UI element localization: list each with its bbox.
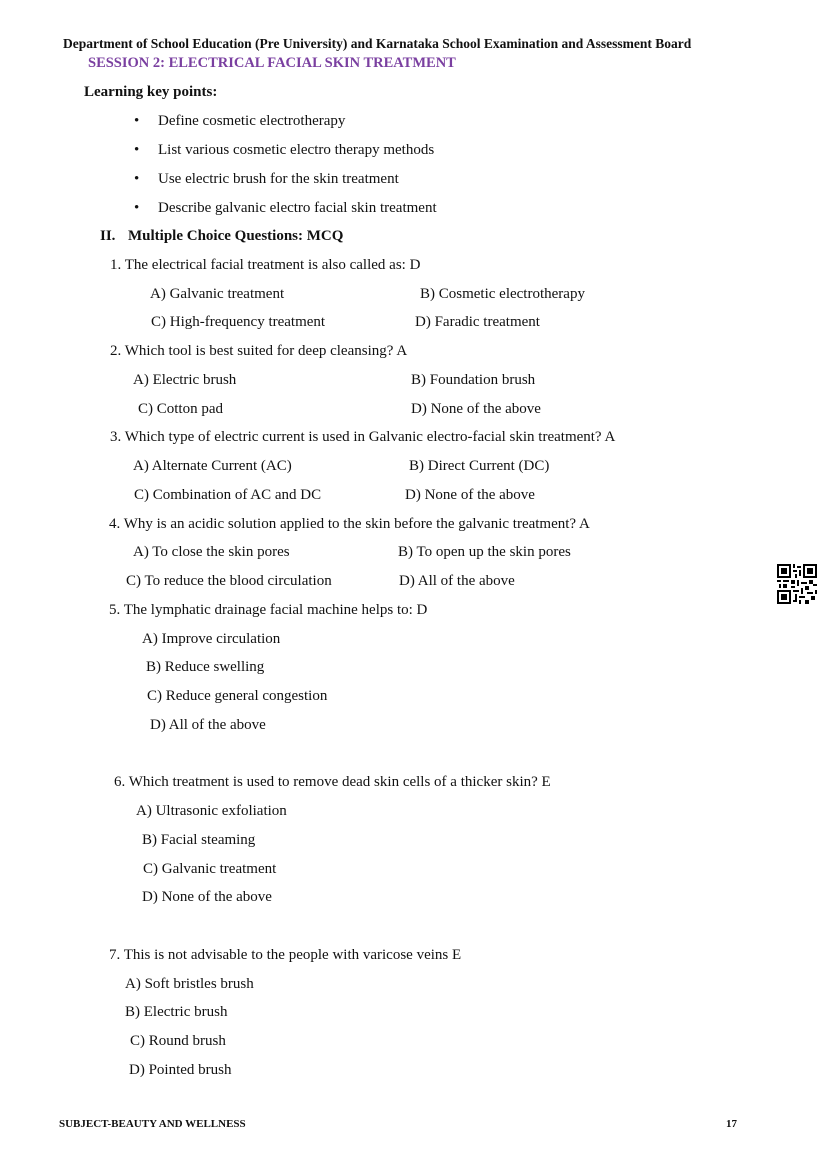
session-title: SESSION 2: ELECTRICAL FACIAL SKIN TREATMENT: [88, 55, 456, 71]
option: D) Pointed brush: [129, 1062, 232, 1078]
qr-code-icon[interactable]: [777, 564, 817, 604]
option: A) Ultrasonic exfoliation: [136, 803, 287, 819]
learning-heading: Learning key points:: [84, 84, 218, 100]
mcq-number: II.: [100, 228, 116, 244]
footer-subject: SUBJECT-BEAUTY AND WELLNESS: [59, 1118, 246, 1130]
option: A) Electric brush: [133, 372, 237, 388]
question: 3. Which type of electric current is used in Galvanic electro-facial skin treatment? A: [110, 429, 616, 445]
option: D) All of the above: [150, 717, 266, 733]
option: C) High-frequency treatment: [151, 314, 326, 330]
option: B) Direct Current (DC): [409, 458, 550, 474]
option: D) None of the above: [142, 889, 272, 905]
option: B) To open up the skin pores: [398, 544, 571, 560]
option: B) Electric brush: [125, 1004, 228, 1020]
header-title: Department of School Education (Pre University) and Karnataka School Examination and Assessment Board: [63, 36, 692, 51]
bullet-icon: •: [134, 113, 140, 129]
option: B) Cosmetic electrotherapy: [420, 286, 585, 302]
mcq-heading: Multiple Choice Questions: MCQ: [128, 228, 344, 244]
option: D) None of the above: [411, 401, 541, 417]
option: A) Alternate Current (AC): [133, 458, 292, 474]
option: A) Galvanic treatment: [150, 286, 285, 302]
question: 2. Which tool is best suited for deep cleansing? A: [110, 343, 408, 359]
question: 1. The electrical facial treatment is also called as: D: [110, 257, 421, 273]
option: D) None of the above: [405, 487, 535, 503]
option: C) Cotton pad: [138, 401, 223, 417]
learning-point: Describe galvanic electro facial skin treatment: [158, 200, 437, 216]
question: 4. Why is an acidic solution applied to the skin before the galvanic treatment? A: [109, 516, 590, 532]
question: 7. This is not advisable to the people with varicose veins E: [109, 947, 462, 963]
option: C) Reduce general congestion: [147, 688, 328, 704]
bullet-icon: •: [134, 142, 140, 158]
option: B) Foundation brush: [411, 372, 536, 388]
option: D) All of the above: [399, 573, 515, 589]
option: A) Improve circulation: [142, 631, 281, 647]
learning-point: List various cosmetic electro therapy methods: [158, 142, 435, 158]
question: 6. Which treatment is used to remove dead skin cells of a thicker skin? E: [114, 774, 551, 790]
option: A) To close the skin pores: [133, 544, 290, 560]
option: A) Soft bristles brush: [125, 976, 254, 992]
option: C) Galvanic treatment: [143, 861, 277, 877]
option: B) Reduce swelling: [146, 659, 265, 675]
bullet-icon: •: [134, 171, 140, 187]
question: 5. The lymphatic drainage facial machine helps to: D: [109, 602, 428, 618]
option: B) Facial steaming: [142, 832, 256, 848]
bullet-icon: •: [134, 200, 140, 216]
learning-point: Use electric brush for the skin treatment: [158, 171, 399, 187]
option: C) Combination of AC and DC: [134, 487, 322, 503]
learning-point: Define cosmetic electrotherapy: [158, 113, 346, 129]
option: D) Faradic treatment: [415, 314, 540, 330]
page-number: 17: [726, 1118, 737, 1130]
option: C) To reduce the blood circulation: [126, 573, 332, 589]
option: C) Round brush: [130, 1033, 226, 1049]
